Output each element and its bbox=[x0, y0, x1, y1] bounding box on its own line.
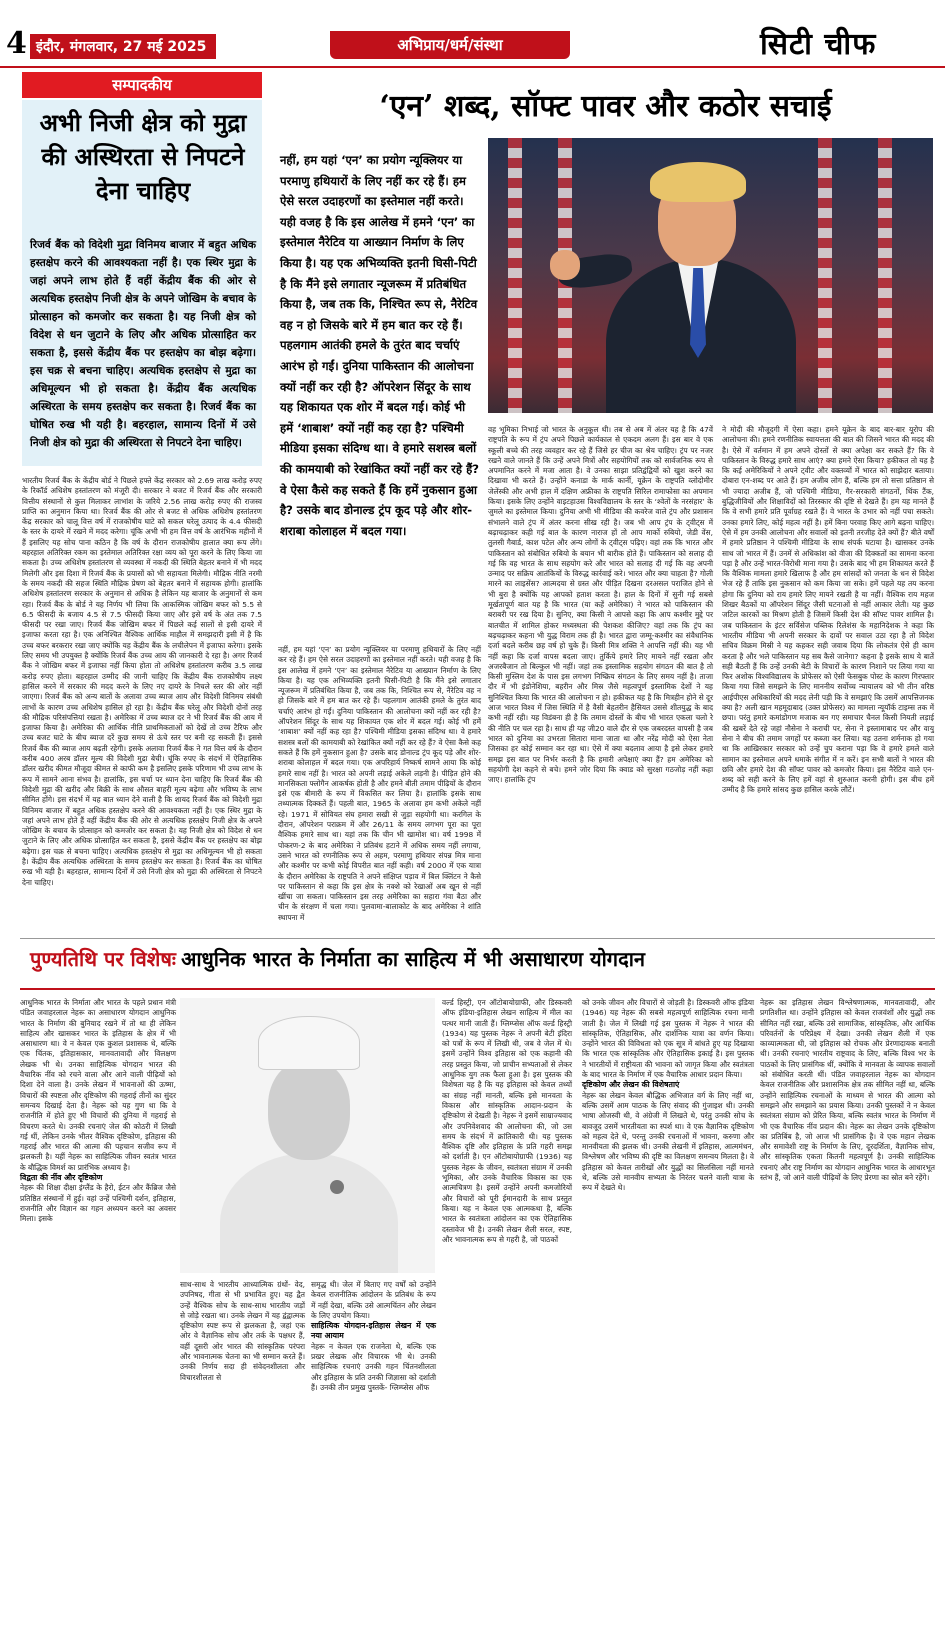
bottom-headline bbox=[30, 945, 935, 985]
date-line: इंदौर, मंगलवार, 27 मई 2025 bbox=[30, 34, 216, 59]
editorial-lead: रिजर्व बैंक को विदेशी मुद्रा विनिमय बाजार में बहुत अधिक हस्तक्षेप करने की आवश्यकता नहीं है। एक स्थिर मुद्रा के जहां अपने लाभ होते हैं वहीं केंद्रीय बैंक की ओर से अत्यधिक हस्तक्षेप निजी क्षेत्र के अपने जोखिम के बचाव के प्रोत्साहन को कमजोर कर सकता है। यह निजी क्षेत्र को विदेश से धन जुटाने के लिए और अधिक प्रोत्साहित कर सकता है, इससे केंद्रीय बैंक पर हस्तक्षेप का बोझ बढ़ेगा। इस चक्र से बचना चाहिए। अत्यधिक हस्तक्षेप से मुद्रा का अधिमूल्यन भी हो सकता है। केंद्रीय बैंक अत्यधिक अस्थिरता के समय हस्तक्षेप कर सकता है। रिजर्व बैंक का घोषित रुख भी यही है। बहरहाल, सामान्य दिनों में उसे निजी क्षेत्र को मुद्रा की अस्थिरता से निपटने देना चाहिए। bbox=[30, 239, 256, 449]
main-lead: नहीं, हम यहां ‘एन’ का प्रयोग न्यूक्लियर या परमाणु हथियारों के लिए नहीं कर रहे हैं। हम ऐसे सरल उदाहरणों का इस्तेमाल नहीं करते। यही वजह है कि इस आलेख में हमने ‘एन’ का इस्तेमाल नैरेटिव या आख्यान निर्माण के लिए किया है। यह एक अभिव्यक्ति इतनी घिसी-पिटी है कि मैंने इसे लगातार न्यूजरूम में प्रतिबंधित किया है, जब तक कि, निश्चित रूप से, नैरेटिव वह न हो जिसके बारे में हम बात कर रहे हैं। पहलगाम आतंकी हमले के तुरंत बाद चर्चाएं आरंभ हो गईं। दुनिया पाकिस्तान की आलोचना क्यों नहीं कर रही है? ऑपरेशन सिंदूर के साथ यह शिकायत एक शोर में बदल गई। कोई भी हमें ‘शाबाश’ क्यों नहीं कह रहा है? पश्चिमी मीडिया इसका संदिग्ध था। वे हमारे सशस्त्र बलों की कामयाबी को रेखांकित क्यों नहीं कर रहे हैं? वे ऐसा कैसे कह सकते हैं कि हमें नुकसान हुआ है? उसके बाद डोनाल्ड ट्रंप कूद पड़े और शोर-शराबा कोलाहल में बदल गया। bbox=[280, 153, 479, 538]
editorial-label: सम्पादकीय bbox=[22, 72, 262, 98]
bottom-col5-subhead: दृष्टिकोण और लेखन की विशेषताएं bbox=[582, 1080, 680, 1090]
bottom-col3-subhead: साहित्यिक योगदान-इतिहास लेखन में एक नया आयाम bbox=[311, 1321, 436, 1341]
brand-logo: सिटी चीफ bbox=[760, 27, 877, 62]
bottom-title: आधुनिक भारत के निर्माता का साहित्य में भी असाधारण योगदान bbox=[181, 947, 645, 971]
section-tag: अभिप्राय/धर्म/संस्था bbox=[330, 31, 570, 59]
main-column-1: नहीं, हम यहां ‘एन’ का प्रयोग न्यूक्लियर या परमाणु हथियारों के लिए नहीं कर रहे हैं। हम ऐसे सरल उदाहरणों का इस्तेमाल नहीं करते। यही वजह है कि इस आलेख में हमने ‘एन’ का इस्तेमाल नैरेटिव या आख्यान निर्माण के लिए किया है। यह एक अभिव्यक्ति इतनी घिसी-पिटी है कि मैंने इसे लगातार न्यूजरूम में प्रतिबंधित किया है, जब तक कि, निश्चित रूप से, नैरेटिव वह न हो जिसके बारे में हम बात कर रहे हैं। पहलगाम आतंकी हमले के तुरंत बाद चर्चाएं आरंभ हो गईं। दुनिया पाकिस्तान की आलोचना क्यों नहीं कर रही है? ऑपरेशन सिंदूर के साथ यह शिकायत एक शोर में बदल गई। कोई भी हमें ‘शाबाश’ क्यों नहीं कह रहा है? पश्चिमी मीडिया इसका संदिग्ध था। वे हमारे सशस्त्र बलों की कामयाबी को रेखांकित क्यों नहीं कर रहे हैं? वे ऐसा कैसे कह सकते हैं कि हमें नुकसान हुआ है? उसके बाद डोनाल्ड ट्रंप कूद पड़े और शोर-शराबा कोलाहल में बदल गया। एक अपरिहार्य निष्कर्ष सामने आया कि कोई हमारे साथ नहीं है। भारत को अपनी लड़ाई अकेले लड़नी है। पीड़ित होने की मानसिकता फ्लोगैन आकर्षक होती है और हमने बीती तमाम पीढ़ियों के दौरान इसे एक बीमारी के रूप में विकसित कर लिया है। हालांकि इसके साथ तथ्यात्मक दिक्कतें हैं। पहली बात, 1965 के अलावा हम कभी अकेले नहीं रहे। 1971 में सोवियत संघ हमारा सखी से जुड़ा सहयोगी था। करगिल के दौरान, ऑपरेशन पराक्रम में और 26/11 के समय लगभग पूरा का पूरा वैश्विक हमारे साथ था। यहां तक कि चीन भी खामोश था। वर्ष 1998 में पोकरण-2 के बाद अमेरिका ने प्रतिबंध हटाने में अधिक समय नहीं लगाया, उसने भारत को रणनीतिक रूप से अहम, परमाणु हथियार संपन्न मित्र माना और कश्मीर पर कभी कोई विपरीत बात नहीं कही। वर्ष 2000 में एक यात्रा के दौरान अमेरिका के राष्ट्रपति ने अपने संक्षिप्त पड़ाव में बिल क्लिंटन ने कैसे पर पाकिस्तान से कहा कि इस क्षेत्र के नक्शे को रेखाओं अब खून से नहीं खींचा जा सकता। पाकिस्तान इस तरह अमेरिका का सहारा गंवा बैठा और चीन के संरक्षण में चला गया। पुलवामा-बालाकोट के बाद अमेरिका ने शांति स्थापना में bbox=[278, 645, 481, 922]
nehru-photo bbox=[180, 998, 435, 1273]
section-divider bbox=[20, 938, 935, 939]
bottom-column-4: वर्ल्ड हिस्ट्री, एन ऑटोबायोग्राफी, और डिस्कवरी ऑफ इंडिया-इतिहास लेखन साहित्य में मील का पत्थर मानी जाती हैं। ग्लिम्प्सेस ऑफ वर्ल्ड हिस्ट्री (1934) यह पुस्तक नेहरू ने अपनी बेटी इंदिरा को पत्रों के रूप में लिखी थी, जब वे जेल में थे। इसमें उन्होंने विश्व इतिहास को एक कहानी की तरह प्रस्तुत किया, जो प्राचीन सभ्यताओं से लेकर आधुनिक युग तक फैला हुआ है। इस पुस्तक की विशेषता यह है कि यह इतिहास को केवल तथ्यों का संग्रह नहीं मानती, बल्कि इसे मानवता के विकास और सांस्कृतिक आदान-प्रदान के दृष्टिकोण से देखती है। नेहरू ने इसमें साम्राज्यवाद और उपनिवेशवाद की आलोचना की, जो उस समय के संदर्भ में क्रांतिकारी थी। यह पुस्तक वैश्विक दृष्टि और इतिहास के प्रति गहरी समझ को दर्शाती है। एन ऑटोबायोग्राफी (1936) यह पुस्तक नेहरू के जीवन, स्वतंत्रता संग्राम में उनकी भूमिका, और उनके वैचारिक विकास का एक आत्मचित्रण है। इसमें उन्होंने अपनी कमजोरियों और विचारों को पूरी ईमानदारी के साथ प्रस्तुत किया। यह न केवल एक आत्मकथा है, बल्कि भारत के स्वतंत्रता आंदोलन का एक ऐतिहासिक दस्तावेज भी है। उनकी लेखन शैली सरल, स्पष्ट, और भावनात्मक रूप से गहरी है, जो पाठकों bbox=[442, 998, 572, 1244]
bottom-kicker: पुण्यतिथि पर विशेषः bbox=[30, 947, 176, 971]
page-number: 4 bbox=[6, 26, 27, 61]
bottom-column-2: साथ-साथ वे भारतीय आध्यात्मिक ग्रंथों- वेद, उपनिषद, गीता से भी प्रभावित हुए। यह द्वैत उन्हें वैश्विक सोच के साथ-साथ भारतीय जड़ों से जोड़े रखता था। उनके लेखन में यह द्वंद्वात्मक दृष्टिकोण स्पष्ट रूप से झलकता है, जहां एक ओर वे वैज्ञानिक सोच और तर्क के पक्षधर हैं, वहीं दूसरी ओर भारत की सांस्कृतिक परंपरा और भावनात्मक चेतना का भी सम्मान करते हैं। उनकी निर्णय सदा ही संवेदनशीलता और विचारशीलता से bbox=[180, 1280, 305, 1382]
bottom-column-3 bbox=[311, 1280, 436, 1393]
header-rule bbox=[0, 66, 945, 68]
bottom-column-6: नेहरू का इतिहास लेखन विश्लेषणात्मक, मानवतावादी, और प्रगतिशील था। उन्होंने इतिहास को केवल राजवंशों और युद्धों तक सीमित नहीं रखा, बल्कि उसे सामाजिक, सांस्कृतिक, और आर्थिक परिवर्तनों के परिप्रेक्ष्य में देखा। उनकी लेखन शैली में एक काव्यात्मकता थी, जो इतिहास को रोचक और प्रेरणादायक बनाती थी। उनकी रचनाएं भारतीय राष्ट्रवाद के लिए, बल्कि विश्व भर के पाठकों के लिए प्रासंगिक थीं, क्योंकि वे मानवता के व्यापक सवालों को संबोधित करती थीं। पंडित जवाहरलाल नेहरू का योगदान केवल राजनीतिक और प्रशासनिक क्षेत्र तक सीमित नहीं था, बल्कि उन्होंने साहित्यिक रचनाओं के माध्यम से भारत की आत्मा को समझने और समझाने का प्रयास किया। उनकी पुस्तकों ने न केवल स्वतंत्रता संग्राम को प्रेरित किया, बल्कि स्वतंत्र भारत के निर्माण में भी एक वैचारिक नींव प्रदान की। नेहरू का लेखन उनके दृष्टिकोण का प्रतिबिंब है, जो आज भी प्रासंगिक है। वे एक महान लेखक और समावेशी राष्ट्र के निर्माण के लिए, दूरदर्शिता, वैज्ञानिक सोच, और सांस्कृतिक एकता कितनी महत्वपूर्ण है। उनकी साहित्यिक रचनाएं और राष्ट्र निर्माण का योगदान आधुनिक भारत के आधारभूत स्तंभ हैं, जो आने वाली पीढ़ियों के लिए प्रेरणा का स्रोत बने रहेंगे। bbox=[760, 998, 935, 1183]
bottom-column-5 bbox=[582, 998, 754, 1194]
editorial-body: भारतीय रिजर्व बैंक के केंद्रीय बोर्ड ने पिछले हफ्ते केंद्र सरकार को 2.69 लाख करोड़ रुपए के रिकॉर्ड अधिशेष हस्तांतरण को मंजूरी दी। सरकार ने बजट में रिजर्व बैंक और सरकारी वित्तीय संस्थानों से कुल मिलाकर लाभांश के जरिये 2.56 लाख करोड़ रुपए की राजस्व प्राप्ति का अनुमान किया था। रिजर्व बैंक की ओर से बजट से अधिक अधिशेष हस्तांतरण केंद्र सरकार को चालू वित्त वर्ष में राजकोषीय घाटे को सकल घरेलू उत्पाद के 4.4 फीसदी के स्तर के दायरे में रखने में मदद करेगा। चूंकि अभी भी हम वित्त वर्ष के आरंभिक महीनों में हैं इसलिए यह सोच पाना कठिन है कि वर्ष के दौरान राजकोषीय हालात क्या रूप लेंगे। बहरहाल अतिरिक्त रकम का इस्तेमाल अतिरिक्त रक्षा व्यय को पूरा करने के लिए किया जा सकता है। उच्च अधिशेष हस्तांतरण से व्यवस्था में नकदी की स्थिति बेहतर बनाने में भी मदद मिलेगी और इस दिशा में रिजर्व बैंक के प्रयासों को भी सहायता मिलेगी। मौद्रिक नीति नरमी के समय नकदी की सहज स्थिति मौद्रिक प्रेषण को बेहतर बनाने में सहायक होगी। हालांकि अधिशेष हस्तांतरण सरकार के अनुमान से अधिक है लेकिन यह बाजार के अनुमानों से कम रहा। रिजर्व बैंक के बोर्ड ने यह निर्णय भी लिया कि आकस्मिक जोखिम बफर को 5.5 से 6.5 फीसदी के बजाय 4.5 से 7.5 फीसदी किया जाए और इसे वर्ष के अंत तक 7.5 फीसदी पर रखा जाए। रिजर्व बैंक जोखिम बफर में पिछले कई सालों से इसी दायरे में इजाफा करता रहा है। एक अनिश्चित वैश्विक आर्थिक माहौल में समझदारी इसी में है कि उच्च बफर बरकरार रखा जाए क्योंकि यह केंद्रीय बैंक के लचीलेपन में इजाफा करेगा। इसके लिए समय भी उपयुक्त है क्योंकि रिजर्व बैंक उच्च आय की जानकारी दे रहा है। अगर रिजर्व बैंक ने जोखिम बफर में इजाफा नहीं किया होता तो अधिशेष हस्तांतरण करीब 3.5 लाख करोड़ रुपए होता। बहरहाल उम्मीद की जानी चाहिए कि केंद्रीय बैंक राजकोषीय लक्ष्य हासिल करने में सरकार की मदद करने के लिए नए दायरे के निचले स्तर की ओर नहीं जाएगा। रिजर्व बैंक को अन्य बातों के अलावा उच्च ब्याज आय और विदेशी विनिमय संबंधी लाभों के कारण उच्च अधिशेष हासिल हो रहा है। केंद्रीय बैंक घरेलू और विदेशी दोनों तरह की मौद्रिक परिसंपत्तियां रखता है। अमेरिका में उच्च ब्याज दर ने भी रिजर्व बैंक की आय में इजाफा किया है। अमेरिका की आर्थिक नीति प्राथमिकताओं को देखें तो उच्च टैरिफ और उच्च बजट घाटे के बीच ब्याज दरें कुछ समय से ऊंचे स्तर पर बनी रह सकती हैं। इससे रिजर्व बैंक की ब्याज आय बढ़ती रहेगी। इसके अलावा रिजर्व बैंक ने गत वित्त वर्ष के दौरान करीब 400 अरब डॉलर मूल्य की विदेशी मुद्रा बेची। चूंकि रुपए के संदर्भ में ऐतिहासिक डॉलर खरीद कीमत मौजूदा कीमत से काफी कम है इसलिए इसके परिणाम भी उच्च लाभ के रूप में सामने आना संभव है। हालांकि, इस चर्चा पर ध्यान देना चाहिए कि रिजर्व बैंक की विदेशी मुद्रा की खरीद और बिक्री के साथ औसत बाहरी मूल्य बढ़ेगा और भविष्य के लाभ सीमित होंगे। इस संदर्भ में यह बात ध्यान देने वाली है कि शायद रिजर्व बैंक को विदेशी मुद्रा विनिमय बाजार में बहुत अधिक हस्तक्षेप करने की आवश्यकता नहीं है। एक स्थिर मुद्रा के जहां अपने लाभ होते हैं वहीं केंद्रीय बैंक की ओर से अत्यधिक हस्तक्षेप निजी क्षेत्र के अपने जोखिम के बचाव के प्रोत्साहन को कमजोर कर सकता है। यह निजी क्षेत्र को विदेश से धन जुटाने के लिए और अधिक प्रोत्साहित कर सकता है, इससे केंद्रीय बैंक पर हस्तक्षेप का बोझ बढ़ेगा। इस चक्र से बचना चाहिए। अत्यधिक हस्तक्षेप से मुद्रा का अधिमूल्यन भी हो सकता है। केंद्रीय बैंक अत्यधिक अस्थिरता के समय हस्तक्षेप कर सकता है। रिजर्व बैंक का घोषित रुख भी यही है। बहरहाल, सामान्य दिनों में उसे निजी क्षेत्र को मुद्रा की अस्थिरता से निपटने देना चाहिए। bbox=[22, 476, 262, 887]
trump-photo bbox=[488, 138, 933, 413]
editorial-title: अभी निजी क्षेत्र को मुद्रा की अस्थिरता से निपटने देना चाहिए bbox=[39, 108, 247, 205]
bottom-col1-text: आधुनिक भारत के निर्माता और भारत के पहले प्रधान मंत्री पंडित जवाहरलाल नेहरू का असाधारण योगदान आधुनिक भारत के निर्माण की बुनियाद रखने में तो था ही लेकिन साहित्य और खासकर भारत के इतिहास के क्षेत्र में भी असाधारण था। वे न केवल एक कुशल प्रशासक थे, बल्कि एक चिंतक, इतिहासकार, मानवतावादी और विलक्षण लेखक भी थे। उनका साहित्यिक योगदान भारत की वैचारिक नींव को रचने वाला और आने वाली पीढ़ियों को दिशा देने वाला है। उनके लेखन में भावनाओं की ऊष्मा, विचारों की स्पष्टता और दृष्टिकोण की गहराई तीनों का सुंदर समन्वय दिखाई देता है। नेहरू को यह गुण था कि वे राजनीति में होते हुए भी विचारों की दुनिया में गहराई से विचरण करते थे। उनकी रचनाएं जेल की कोठरी में लिखी गई थीं, लेकिन उनके भीतर वैश्विक दृष्टिकोण, इतिहास की गहराई और भारत की आत्मा की पहचान सजीव रूप में झलकती है। यहीं नेहरू का साहित्यिक जीवन स्वतंत्र भारत के बौद्धिक विमर्श का प्रारंभिक अध्याय है। bbox=[20, 998, 176, 1172]
main-column-2: वह भूमिका निभाई जो भारत के अनुकूल थी। तब से अब में अंतर यह है कि 47वें राष्ट्रपति के रूप में ट्रंप अपने पिछले कार्यकाल से एकदम अलग हैं। इस बार वे एक स्कूली बच्चे की तरह व्यवहार कर रहे हैं जिसे हर चीज का श्रेय चाहिए। ट्रंप पर नजर रखने वाले जानते हैं कि उन्हें अपने मित्रों और सहयोगियों तक को सार्वजनिक रूप से अपमानित करने में मजा आता है। वे उनका साझा प्रतिद्वंद्वियों को खुश करने का दिखावा भी करते हैं। उन्होंने कनाडा के मार्क कार्नी, यूक्रेन के राष्ट्रपति व्लोदोमीर जेलेंस्की और अभी हाल में दक्षिण अफ्रीका के राष्ट्रपति सिरिल रामाफोसा का अपमान किया। इसके लिए उन्होंने वाइटहाउस विश्वविद्यालय के स्तर के ‘श्वेतों के नरसंहार’ के जुमले का इस्तेमाल किया। दुनिया अभी भी मीडिया की कवरेज वाले ट्रंप और प्रशासन संभालने वाले ट्रंप में अंतर करना सीख रही है। जब भी आप ट्रंप के ट्वीट्स में बढ़ाचढ़ाकर कही गई बात के कारण नाराज हों तो आप मार्को रुबियो, जेडी वेंस, तुलसी गैबार्ड, काश पटेल और अन्य लोगों के ट्वीट्स पढ़िए। वहां तक कि भारत और पाकिस्तान को संबोधित रुबियो के बयान भी बारीक होते हैं। पाकिस्तान को सलाह दी गई कि वह भारत के साथ सहयोग करे और भारत को सलाह दी गई कि वह अपनी उन्माद पर सक्रिय आतंकियों के विरुद्ध कार्रवाई करे। भारत और क्या चाहता है? गोली मारने का लाइसेंस? आत्मदया से ग्रस्त और पीड़ित दिखना दरअसल पराजित होने से भी बुरा है क्योंकि यह आपको हताश करता है। हाल के दिनों में सुनी गई सबसे मूर्खतापूर्ण बात यह है कि भारत (या कहें अमेरिका) ने भारत को पाकिस्तान की बराबरी पर रख दिया है। सुनिए, क्या किसी ने आपसे कहा कि आप कश्मीर मुद्दे पर बातचीत में शामिल होकर मध्यस्थता की पेशकश कीजिए? वहां तक कि ट्रंप का बढ़चढ़ाकर कहना भी युद्ध विराम तक ही है। भारत द्वारा जम्मू-कश्मीर का संवैधानिक दर्जा बदले करीब छह वर्ष हो चुके हैं। किसी मित्र शक्ति ने आपत्ति नहीं की। यह भी नहीं कहा कि दर्जा वापस बदला जाए। तुर्किये हमारे लिए मायने नहीं रखता और अजरबैजान तो बिल्कुल भी नहीं। जहां तक इस्लामिक सहयोग संगठन की बात है तो किसी मुस्लिम देश के पास इस लगभग निष्क्रिय संगठन के लिए समय नहीं है। ताजा दौर में भी इंडोनेशिया, बहरीन और मिस्र जैसे महत्वपूर्ण इस्लामिक देशों ने यह सुनिश्चित किया कि भारत की आलोचना न हो। हकीकत यह है कि मित्रहीन होने से दूर आज भारत विश्व में जिस स्थिति में है वैसी बेहतरीन हैसियत उससे शीतयुद्ध के बाद कभी नहीं रही। यह विडंबना ही है कि तमाम दोस्तों के बीच भी भारत एकला चलो रे की नीति पर चल रहा है। साथ ही यह जी20 वाले दौर से एक जबरदस्त वापसी है जब भारत को दुनिया का उभरता सितारा माना जाता था और नरेंद्र मोदी को ऐसा नेता जिसका हर कोई सम्मान कर रहा था। ऐसे में क्या बदलाव आया है इसे लेकर हमारे समझ इस बात पर निर्भर करती है कि हमारी अपेक्षाएं क्या हैं? हम अमेरिका को सहयोगी देश कहने से बचे। हमने जोर दिया कि क्वाड को सुरक्षा गठजोड़ नहीं कहा जाए। हालांकि ट्रंप bbox=[488, 425, 713, 785]
bottom-col5-text: को उनके जीवन और विचारों से जोड़ती है। डिस्कवरी ऑफ इंडिया (1946) यह नेहरू की सबसे महत्वपूर्ण साहित्यिक रचना मानी जाती है। जेल में लिखी गई इस पुस्तक में नेहरू ने भारत की सांस्कृतिक, ऐतिहासिक, और दार्शनिक यात्रा का वर्णन किया। उन्होंने भारत की विविधता को एक सूत्र में बांधते हुए यह दिखाया कि भारत एक सांस्कृतिक और ऐतिहासिक इकाई है। इस पुस्तक ने भारतीयों में राष्ट्रीयता की भावना को जागृत किया और स्वतंत्रता के बाद भारत के निर्माण में एक वैचारिक आधार प्रदान किया। bbox=[582, 998, 754, 1080]
bottom-rule bbox=[20, 988, 935, 990]
bottom-col3-text: समृद्ध थी। जेल में बिताए गए वर्षों को उन्होंने केवल राजनीतिक आंदोलन के प्रतिबंध के रूप में नहीं देखा, बल्कि उसे आत्मचिंतन और लेखन के लिए उपयोग किया। bbox=[311, 1280, 436, 1320]
bottom-col1-text-b: नेहरू की शिक्षा दीक्षा इंग्लैंड के हैरो, ईटन और कैंब्रिज जैसे प्रतिष्ठित संस्थानों में हुई। वहां उन्हें पश्चिमी दर्शन, इतिहास, राजनीति और विज्ञान का गहन अध्ययन करने का अवसर मिला। इसके bbox=[20, 1183, 176, 1224]
bottom-col1-subhead: विद्वता की नींव और दृष्टिकोण bbox=[20, 1173, 103, 1183]
main-column-3: ने मोदी की मौजूदगी में ऐसा कहा। हमने यूक्रेन के बाद बार-बार यूरोप की आलोचना की। हमने रणनीतिक स्वायत्तता की बात की जिसने भारत की मदद की है। ऐसे में वर्तमान में हम अपने दोस्तों से क्या अपेक्षा कर सकते हैं? कि वे पाकिस्तान के विरुद्ध हमारे साथ आएं? क्या हमने ऐसा किया? हकीकत तो यह है कि कई अमेरिकियों ने अपने ट्वीट और वक्तव्यों में भारत को साझेदार बताया। दोबारा एन-शब्द पर आते हैं। हम अजीब लोग हैं, बल्कि हम तो सत्ता प्रतिष्ठान से भी ज्यादा अजीब हैं, जो पश्चिमी मीडिया, गैर-सरकारी संगठनों, थिंक टैंक, बुद्धिजीवियों और शिक्षाविदों को तिरस्कार की दृष्टि से देखते हैं। हम यह मानते हैं कि वे सभी हमारे प्रति पूर्वाग्रह रखते हैं। वे भारत के उभार को नहीं पचा सकते। उनका हमारे लिए, कोई महत्व नहीं है। हमें बिना परवाह किए आगे बढ़ना चाहिए। ऐसे में हम उनकी आलोचना और सवालों को इतनी तरजीह देते क्यों हैं? बीते वर्षों में हमारे प्रतिष्ठान ने पश्चिमी मीडिया के साथ संपर्क घटाया है। खासकर उनके साथ जो भारत में हैं। उनमें से अधिकांश को वीजा की दिक्कतों का सामना करना पड़ा है और उन्हें भारत-विरोधी माना गया है। उसके बाद भी हम शिकायत करते हैं कि वैश्विक मामला हमारे खिलाफ है और हम सांसदों को जनता के धन से विदेश भेज रहे हैं ताकि इस नुकसान को कम किया जा सके। हमें पहले यह तय करना होगा कि दुनिया को राय हमारे लिए मायने रखती है या नहीं। वैश्विक राय महज शिखर बैठकों या ऑपरेशन सिंदूर जैसी घटनाओं से नहीं आकार लेती। यह कुछ जटिल कारकों का मिश्रण होती है जिसमें किसी देश की सॉफ्ट पावर शामिल है। जब पाकिस्तान के इंटर सर्विसेज पब्लिक रिलेशंस के महानिदेशक ने कहा कि भारतीय मीडिया भी अपनी सरकार के दावों पर सवाल उठा रहा है तो विदेश सचिव विक्रम मिस्री ने यह कहकर सही जवाब दिया कि लोकतंत्र ऐसे ही काम करता है और भले पाकिस्तान यह सब कैसे जानेगा? कहना है इसके साथ ये बातें सही बैठती हैं कि उन्हें उनकी बेटी के विचारों के कारण निशाने पर लिया गया या फिर अशोक विश्वविद्यालय के प्रोफेसर को ऐसी फेसबुक पोस्ट के कारण गिरफ्तार किया गया जिसे समझने के लिए माननीय सर्वोच्च न्यायालय को भी तीन वरिष्ठ आईपीएस अधिकारियों की मदद लेनी पड़ी कि वे समझाएं कि उसमें आपत्तिजनक क्या है? अली खान महमूदाबाद (उक्त प्रोफेसर) का मामला न्यूयॉर्क टाइम्स तक में छपा। परंतु हमारे कमांडोगण मजाक बन गए समाचार चैनल किसी नियती लड़ाई की खबरें देते रहे जहां नौसेना ने कराची पर, सेना ने इस्लामाबाद पर और वायु सेना ने बीच की तमाम जगहों पर कब्जा कर लिया। यह उतना शर्मनाक हो गया था कि आखिरकार सरकार को उन्हें चुप कराना पड़ा कि वे हमारे हमले वाले सामान का इस्तेमाल अपने धमाके संगीत में न करें। इन सभी बातों ने भारत की छवि और हमारे देश की सॉफ्ट पावर को कमजोर किया। इस नैरेटिव वाले एन-शब्द को सही करने के लिए हमें वहां से शुरुआत करनी होगी। इस बीच हमें उम्मीद है कि हमारे सांसद कुछ हासिल करके लौटें। bbox=[722, 425, 934, 795]
bottom-column-1 bbox=[20, 998, 176, 1225]
main-headline: ‘एन’ शब्द, सॉफ्ट पावर और कठोर सचाई bbox=[379, 89, 832, 124]
bottom-col5-text-b: नेहरू का लेखन केवल बौद्धिक अभिजात वर्ग के लिए नहीं था, बल्कि उसमें आम पाठक के लिए संवाद की गुंजाइश थी। उनकी भाषा ओजस्वी थी, वे अंग्रेजी में लिखते थे, परंतु उनकी सोच के बावजूद उसमें भारतीयता का स्पर्श था। वे एक वैज्ञानिक दृष्टिकोण को महत्व देते थे, परन्तु उनकी रचनाओं में भावना, करुणा और मानवीयता की झलक थी। उनकी लेखनी में इतिहास, आत्ममंथन, विश्लेषण और भविष्य की दृष्टि का विलक्षण समन्वय मिलता है। वे इतिहास को केवल तारीखों और युद्धों का सिलसिला नहीं मानते थे, बल्कि उसे मानवीय सभ्यता के निरंतर चलने वाली यात्रा के रूप में देखते थे। bbox=[582, 1090, 754, 1193]
bottom-col3-text-b: नेहरू न केवल एक राजनेता थे, बल्कि एक प्रखर लेखक और विचारक भी थे। उनकी साहित्यिक रचनाएं उनकी गहन चिंतनशीलता और इतिहास के प्रति उनकी जिज्ञासा को दर्शाती हैं। उनकी तीन प्रमुख पुस्तकें- ग्लिम्प्सेस ऑफ bbox=[311, 1341, 436, 1392]
